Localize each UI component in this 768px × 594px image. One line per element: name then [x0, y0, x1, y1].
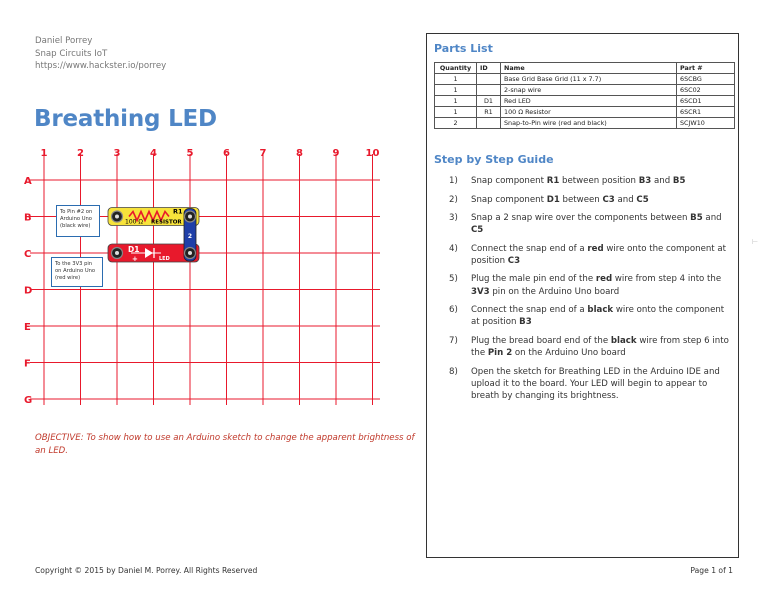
- parts-cell: D1: [477, 96, 501, 107]
- parts-cell: 6SCBG: [677, 74, 735, 85]
- author-url[interactable]: https://www.hackster.io/porrey: [35, 61, 167, 71]
- parts-cell: Red LED: [501, 96, 677, 107]
- step-item: [447, 243, 732, 267]
- snap-wire-number: 2: [187, 232, 193, 240]
- step-text: Snap component D1 between C3 and C5: [471, 194, 649, 205]
- grid-column-label: 5: [186, 148, 194, 159]
- grid-row-label: A: [24, 176, 32, 187]
- objective-text: OBJECTIVE: To show how to use an Arduino sketch to change the apparent brightness of an LED.: [35, 433, 415, 456]
- snap-connector-center: [115, 215, 119, 219]
- led-plus: +: [132, 255, 138, 263]
- step-number: 1): [449, 176, 458, 186]
- parts-cell: [477, 85, 501, 96]
- step-item: [447, 212, 732, 236]
- step-number: 2): [449, 194, 458, 205]
- step-text: Plug the male pin end of the red wire from step 4 into the 3V3 pin on the Arduino Uno board: [471, 274, 722, 297]
- parts-list-heading: Parts List: [434, 42, 493, 55]
- project-name: Snap Circuits IoT: [35, 48, 108, 59]
- step-item: [447, 175, 732, 187]
- parts-cell: [477, 74, 501, 85]
- table-row: [435, 96, 735, 107]
- parts-cell: SCJW10: [677, 118, 735, 129]
- snap-connector-center: [188, 251, 192, 255]
- resistor-value: 100 Ω: [125, 218, 143, 226]
- author-block: [35, 35, 166, 73]
- parts-cell: 1: [435, 107, 477, 118]
- grid-column-label: 10: [365, 148, 380, 159]
- led-label: LED: [159, 256, 170, 262]
- grid-row-label: F: [24, 358, 31, 370]
- parts-cell: 6SCD1: [677, 96, 735, 107]
- table-row: [435, 85, 735, 96]
- grid-column-label: 1: [40, 148, 48, 159]
- note-3v3: To the 3V3 pin on Arduino Uno (red wire): [51, 257, 103, 287]
- grid-row-label: B: [24, 212, 32, 224]
- parts-cell: 6SCR1: [677, 107, 735, 118]
- page-number: Page 1 of 1: [690, 566, 733, 575]
- resistor-id: R1: [173, 207, 183, 216]
- parts-cell: [477, 118, 501, 129]
- grid-row-label: D: [24, 285, 33, 297]
- parts-cell: 6SC02: [677, 85, 735, 96]
- parts-cell: Base Grid Base Grid (11 x 7.7): [501, 74, 677, 85]
- grid-column-label: 7: [259, 148, 267, 159]
- step-item: [447, 194, 732, 206]
- parts-header-cell: ID: [477, 63, 501, 74]
- step-item: [447, 366, 732, 403]
- led-id: D1: [128, 245, 140, 254]
- step-text: Snap component R1 between position B3 and B5: [471, 176, 686, 186]
- parts-cell: Snap-to-Pin wire (red and black): [501, 118, 677, 129]
- grid-row-label: G: [24, 395, 33, 406]
- snap-connector-center: [188, 215, 192, 219]
- parts-cell: 100 Ω Resistor: [501, 107, 677, 118]
- step-number: 7): [449, 335, 458, 346]
- step-number: 3): [449, 213, 458, 223]
- grid-column-label: 8: [296, 148, 303, 159]
- guide-heading: Step by Step Guide: [434, 153, 554, 166]
- step-item: [447, 304, 732, 328]
- step-number: 4): [449, 243, 458, 254]
- copyright: Copyright © 2015 by Daniel M. Porrey. All Rights Reserved: [35, 566, 258, 575]
- step-number: 5): [449, 274, 458, 285]
- page-title: Breathing LED: [34, 106, 217, 132]
- author-name: Daniel Porrey: [35, 36, 93, 46]
- step-text: Connect the snap end of a red wire onto the component at position C3: [471, 243, 727, 266]
- parts-cell: 1: [435, 74, 477, 85]
- table-row: [435, 118, 735, 129]
- parts-header-cell: Quantity: [435, 63, 477, 74]
- parts-header-cell: Part #: [677, 63, 735, 74]
- parts-table: [434, 62, 735, 129]
- grid-row-label: E: [24, 322, 31, 333]
- instructions-panel: [426, 33, 739, 558]
- grid-row-label: C: [24, 249, 32, 260]
- step-text: Connect the snap end of a black wire onto the component at position B3: [471, 305, 725, 328]
- parts-cell: R1: [477, 107, 501, 118]
- parts-cell: 2: [435, 118, 477, 129]
- step-number: 6): [449, 305, 458, 316]
- step-text: Open the sketch for Breathing LED in the Arduino IDE and upload it to the board. Your LED will begin to appear to breath by changing its brightness.: [471, 366, 720, 401]
- step-number: 8): [449, 366, 458, 377]
- step-text: Snap a 2 snap wire over the components between B5 and C5: [471, 213, 722, 236]
- parts-cell: 2-snap wire: [501, 85, 677, 96]
- note-pin2: To Pin #2 on Arduino Uno (black wire): [56, 205, 100, 237]
- step-item: [447, 273, 732, 297]
- step-text: Plug the bread board end of the black wire from step 6 into the Pin 2 on the Arduino Uno board: [471, 335, 729, 359]
- parts-cell: 1: [435, 96, 477, 107]
- step-item: [447, 335, 732, 359]
- table-row: [435, 107, 735, 118]
- grid-column-label: 3: [113, 148, 121, 159]
- side-marker: ⊢: [752, 238, 759, 246]
- parts-header-cell: Name: [501, 63, 677, 74]
- steps-list: [447, 175, 732, 408]
- table-row: [435, 74, 735, 85]
- resistor-label: RESISTOR: [151, 219, 182, 226]
- grid-column-label: 4: [150, 148, 157, 159]
- parts-cell: 1: [435, 85, 477, 96]
- grid-column-label: 2: [77, 148, 84, 159]
- grid-column-label: 9: [332, 148, 340, 159]
- grid-column-label: 6: [223, 148, 230, 159]
- snap-connector-center: [115, 251, 119, 255]
